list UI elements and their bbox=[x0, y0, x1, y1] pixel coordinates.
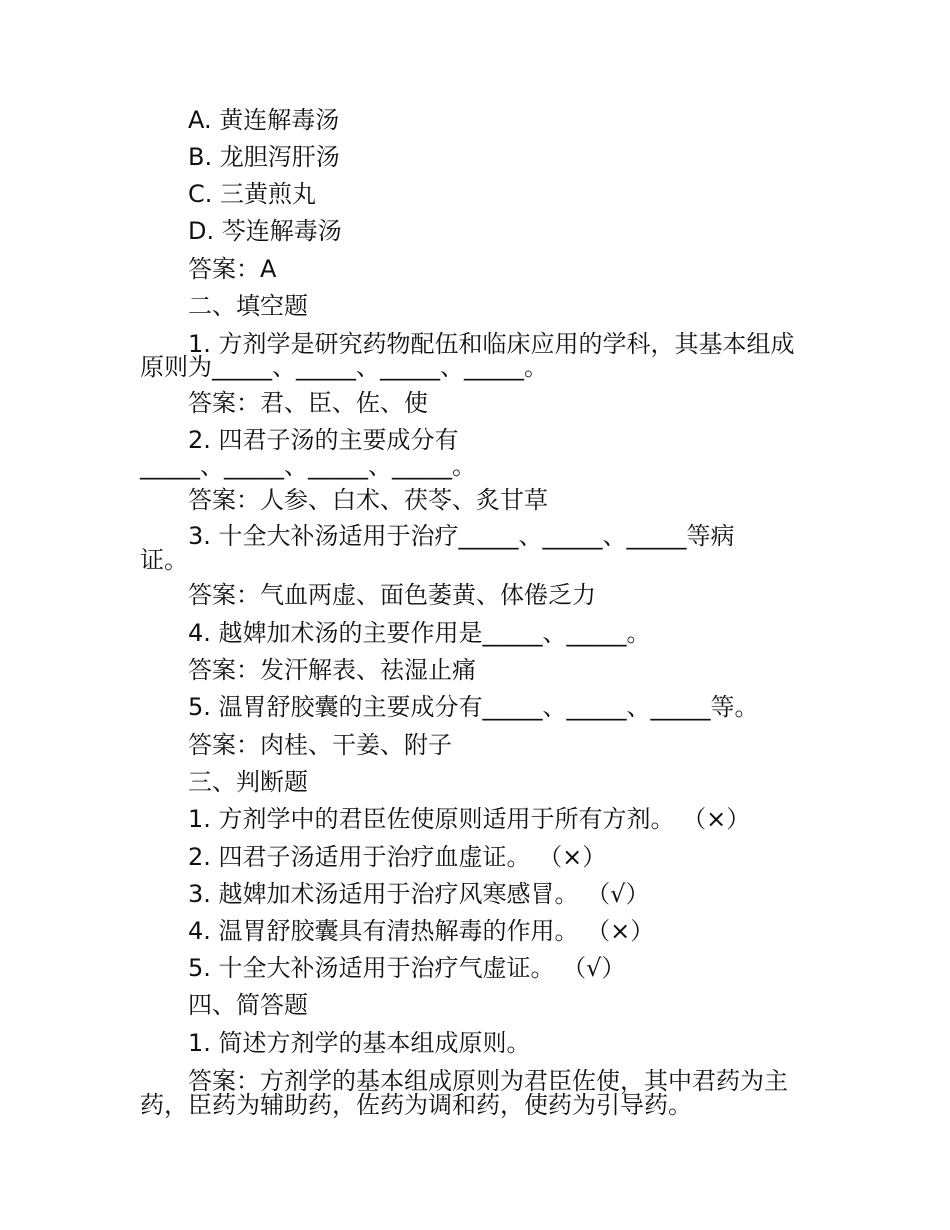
short-answer-a1-line2: 药，臣药为辅助药，佐药为调和药，使药为引导药。 bbox=[140, 1091, 692, 1119]
fill-blank-q1-line2: 原则为_____、_____、_____、_____。 bbox=[140, 353, 548, 381]
true-false-item: 3. 越婢加术汤适用于治疗风寒感冒。 （√） bbox=[188, 880, 650, 908]
fill-blank-q5: 5. 温胃舒胶囊的主要成分有_____、_____、_____等。 bbox=[188, 693, 759, 721]
fill-blank-q1-line1: 1. 方剂学是研究药物配伍和临床应用的学科，其基本组成 bbox=[188, 330, 795, 358]
fill-blank-q3-line2: 证。 bbox=[140, 546, 188, 574]
short-answer-heading: 四、简答题 bbox=[188, 991, 308, 1019]
short-answer-a1-line1: 答案：方剂学的基本组成原则为君臣佐使，其中君药为主 bbox=[188, 1067, 788, 1095]
fill-blank-heading: 二、填空题 bbox=[188, 292, 308, 320]
choice-option-c: C. 三黄煎丸 bbox=[188, 180, 317, 208]
choice-option-a: A. 黄连解毒汤 bbox=[188, 106, 340, 134]
fill-blank-a5: 答案：肉桂、干姜、附子 bbox=[188, 731, 452, 759]
fill-blank-q3-line1: 3. 十全大补汤适用于治疗_____、_____、_____等病 bbox=[188, 522, 735, 550]
short-answer-q1: 1. 简述方剂学的基本组成原则。 bbox=[188, 1029, 531, 1057]
choice-option-b: B. 龙胆泻肝汤 bbox=[188, 143, 340, 171]
fill-blank-a2: 答案：人参、白术、茯苓、炙甘草 bbox=[188, 486, 548, 514]
true-false-heading: 三、判断题 bbox=[188, 768, 308, 796]
choice-option-d: D. 芩连解毒汤 bbox=[188, 217, 342, 245]
true-false-item: 1. 方剂学中的君臣佐使原则适用于所有方剂。 （×） bbox=[188, 805, 751, 833]
fill-blank-q2-line1: 2. 四君子汤的主要成分有 bbox=[188, 426, 459, 454]
choice-answer: 答案：A bbox=[188, 255, 277, 283]
fill-blank-a1: 答案：君、臣、佐、使 bbox=[188, 389, 428, 417]
fill-blank-q4: 4. 越婢加术汤的主要作用是_____、_____。 bbox=[188, 619, 651, 647]
true-false-item: 4. 温胃舒胶囊具有清热解毒的作用。 （×） bbox=[188, 917, 655, 945]
fill-blank-a3: 答案：气血两虚、面色萎黄、体倦乏力 bbox=[188, 581, 596, 609]
fill-blank-a4: 答案：发汗解表、祛湿止痛 bbox=[188, 656, 476, 684]
fill-blank-q2-line2: _____、_____、_____、_____。 bbox=[140, 452, 476, 480]
true-false-item: 5. 十全大补汤适用于治疗气虚证。 （√） bbox=[188, 954, 626, 982]
true-false-item: 2. 四君子汤适用于治疗血虚证。 （×） bbox=[188, 843, 607, 871]
